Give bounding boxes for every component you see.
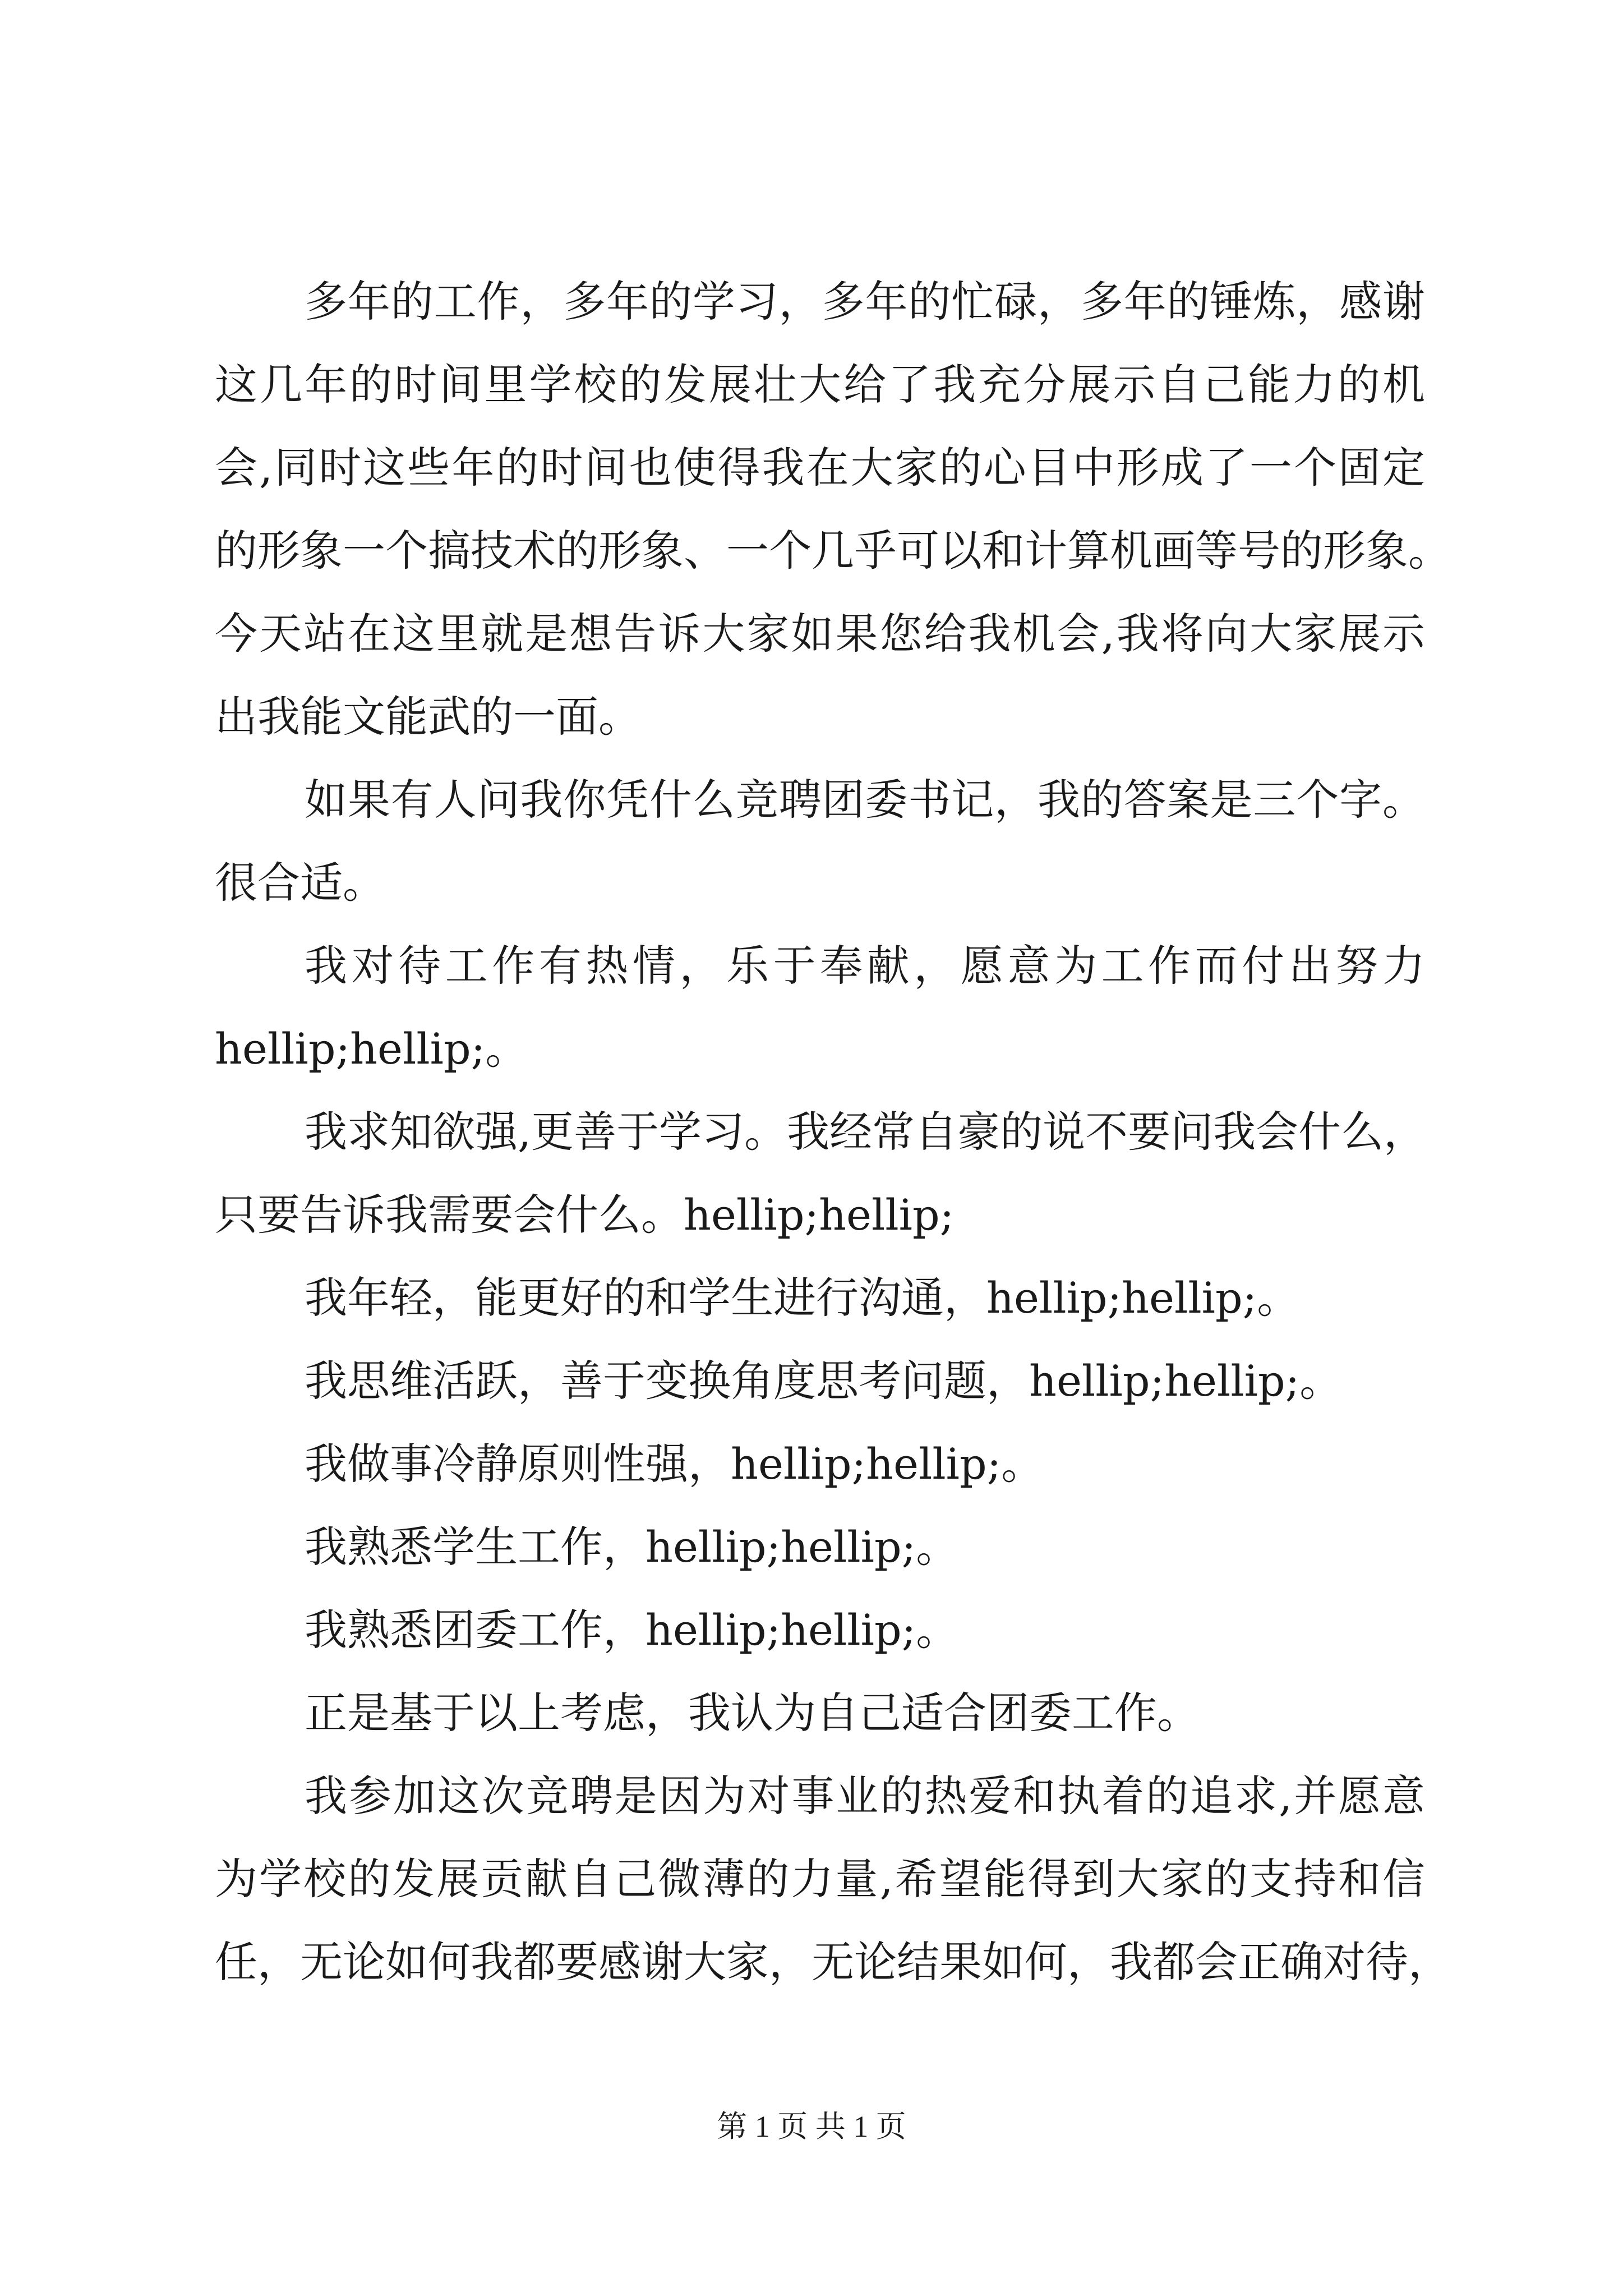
- text-line: 任，无论如何我都要感谢大家，无论结果如何，我都会正确对待，: [215, 1937, 1451, 1987]
- text-line: 我思维活跃，善于变换角度思考问题，hellip;hellip;。: [305, 1356, 1343, 1406]
- text-line: 很合适。: [215, 858, 385, 908]
- text-line: 正是基于以上考虑，我认为自己适合团委工作。: [305, 1688, 1200, 1738]
- text-line: 我做事冷静原则性强，hellip;hellip;。: [305, 1439, 1044, 1489]
- text-line: 我对待工作有热情，乐于奉献，愿意为工作而付出努力: [305, 941, 1425, 991]
- text-line: 我年轻，能更好的和学生进行沟通，hellip;hellip;。: [305, 1273, 1300, 1323]
- text-line: 我参加这次竞聘是因为对事业的热爱和执着的追求,并愿意: [305, 1771, 1425, 1821]
- text-line: 这几年的时间里学校的发展壮大给了我充分展示自己能力的机: [215, 360, 1425, 409]
- text-line: 会,同时这些年的时间也使得我在大家的心目中形成了一个固定: [215, 443, 1425, 493]
- text-line: 我熟悉团委工作，hellip;hellip;。: [305, 1605, 959, 1655]
- text-line: 多年的工作，多年的学习，多年的忙碌，多年的锤炼，感谢: [305, 277, 1425, 326]
- page-number-label: 第 1 页 共 1 页: [717, 2110, 906, 2143]
- text-line: hellip;hellip;。: [215, 1024, 528, 1074]
- text-line: 如果有人问我你凭什么竞聘团委书记，我的答案是三个字。: [305, 775, 1425, 825]
- text-line: 我熟悉学生工作，hellip;hellip;。: [305, 1522, 959, 1572]
- text-line: 我求知欲强,更善于学习。我经常自豪的说不要问我会什么，: [305, 1107, 1427, 1157]
- text-line: 出我能文能武的一面。: [215, 692, 641, 742]
- text-line: 的形象一个搞技术的形象、一个几乎可以和计算机画等号的形象。: [215, 526, 1451, 576]
- text-line: 今天站在这里就是想告诉大家如果您给我机会,我将向大家展示: [215, 609, 1425, 659]
- page-footer: [0, 2107, 1623, 2146]
- text-line: 只要告诉我需要会什么。hellip;hellip;: [215, 1190, 955, 1240]
- text-line: 为学校的发展贡献自己微薄的力量,希望能得到大家的支持和信: [215, 1854, 1425, 1904]
